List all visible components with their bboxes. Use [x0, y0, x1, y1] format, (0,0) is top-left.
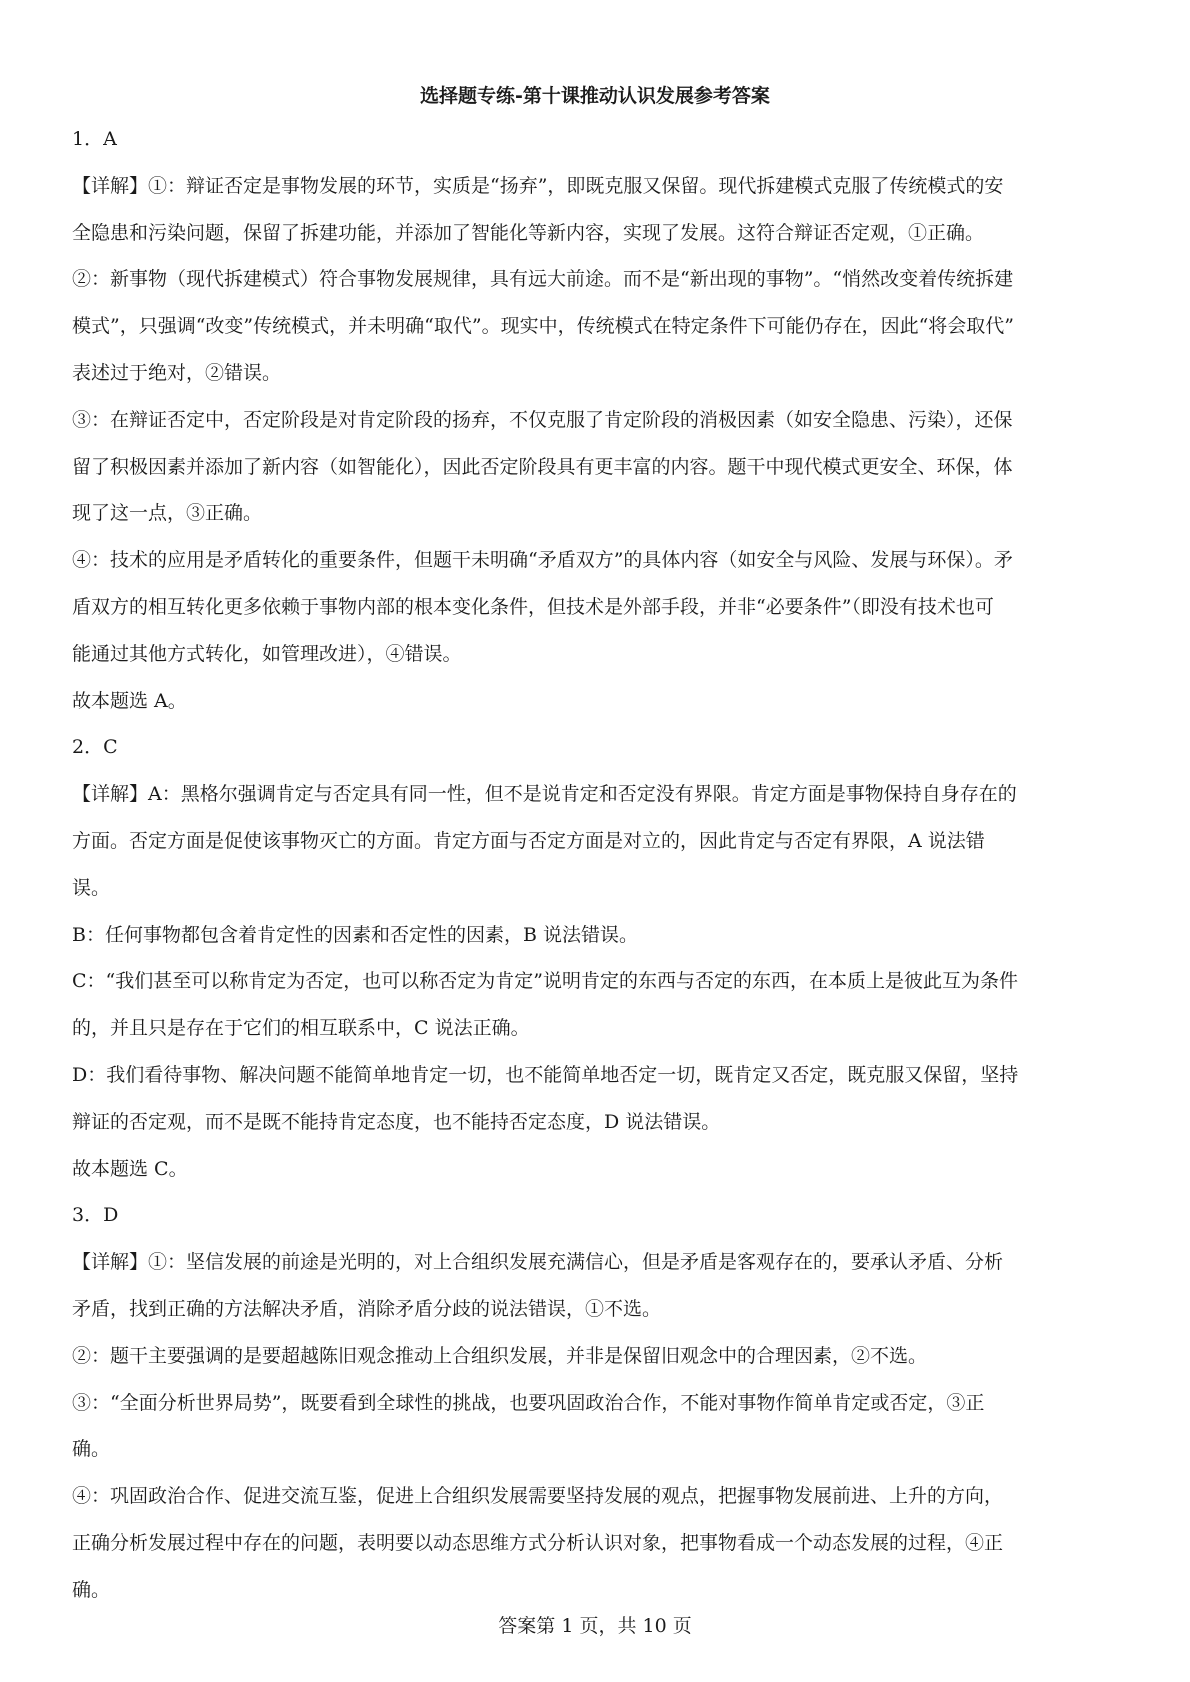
text-line: 正确分析发展过程中存在的问题，表明要以动态思维方式分析认识对象，把事物看成一个动态发展的过程，④正	[72, 1531, 1004, 1554]
text-line: ③：在辩证否定中，否定阶段是对肯定阶段的扬弃，不仅克服了肯定阶段的消极因素（如安全隐患、污染），还保	[72, 408, 1013, 431]
text-line: 误。	[72, 876, 111, 899]
text-line: D：我们看待事物、解决问题不能简单地肯定一切，也不能简单地否定一切，既肯定又否定，既克服又保留，坚持	[72, 1063, 1019, 1086]
text-line: ④：技术的应用是矛盾转化的重要条件，但题干未明确“矛盾双方”的具体内容（如安全与风险、发展与环保）。矛	[72, 549, 1013, 572]
text-line: 确。	[72, 1578, 111, 1601]
text-line: 【详解】①：辩证否定是事物发展的环节，实质是“扬弃”，即既克服又保留。现代拆建模式克服了传统模式的安	[72, 174, 1004, 197]
text-line: 留了积极因素并添加了新内容（如智能化），因此否定阶段具有更丰富的内容。题干中现代模式更安全、环保，体	[72, 455, 1013, 478]
text-line: 3．D	[72, 1204, 119, 1227]
text-line: 故本题选 C。	[72, 1157, 188, 1180]
text-line: 1．A	[72, 128, 117, 150]
text-line: ②：新事物（现代拆建模式）符合事物发展规律，具有远大前途。而不是“新出现的事物”。“悄然改变着传统拆建	[72, 268, 1014, 291]
text-line: 2．C	[72, 736, 118, 759]
text-line: 矛盾，找到正确的方法解决矛盾，消除矛盾分歧的说法错误，①不选。	[72, 1297, 662, 1320]
text-line: 方面。否定方面是促使该事物灭亡的方面。肯定方面与否定方面是对立的，因此肯定与否定有界限，A 说法错	[72, 829, 985, 852]
text-line: B：任何事物都包含着肯定性的因素和否定性的因素，B 说法错误。	[72, 923, 638, 946]
text-line: ④：巩固政治合作、促进交流互鉴，促进上合组织发展需要坚持发展的观点，把握事物发展前进、上升的方向，	[72, 1485, 1004, 1508]
text-line: 的，并且只是存在于它们的相互联系中，C 说法正确。	[72, 1017, 530, 1040]
text-line: ③：“全面分析世界局势”，既要看到全球性的挑战，也要巩固政治合作，不能对事物作简单肯定或否定，③正	[72, 1391, 985, 1414]
text-line: 辩证的否定观，而不是既不能持肯定态度，也不能持否定态度，D 说法错误。	[72, 1110, 721, 1133]
text-line: 模式”，只强调“改变”传统模式，并未明确“取代”。现实中，传统模式在特定条件下可能仍存在，因此“将会取代”	[72, 315, 1014, 338]
text-line: 盾双方的相互转化更多依赖于事物内部的根本变化条件，但技术是外部手段，并非“必要条件”（即没有技术也可	[72, 595, 994, 618]
text-line: 【详解】A：黑格尔强调肯定与否定具有同一性，但不是说肯定和否定没有界限。肯定方面是事物保持自身存在的	[72, 783, 1017, 806]
text-line: 【详解】①：坚信发展的前途是光明的，对上合组织发展充满信心，但是矛盾是客观存在的，要承认矛盾、分析	[72, 1251, 1004, 1274]
text-line: 确。	[72, 1438, 111, 1461]
page-footer: 答案第 1 页，共 10 页	[498, 1615, 692, 1637]
text-line: 全隐患和污染问题，保留了拆建功能，并添加了智能化等新内容，实现了发展。这符合辩证否定观，①正确。	[72, 221, 985, 244]
text-line: 现了这一点，③正确。	[72, 502, 263, 525]
text-line: 故本题选 A。	[72, 689, 187, 712]
text-line: ②：题干主要强调的是要超越陈旧观念推动上合组织发展，并非是保留旧观念中的合理因素，②不选。	[72, 1344, 928, 1367]
answer-body	[72, 116, 1118, 1614]
page-title: 选择题专练-第十课推动认识发展参考答案	[420, 85, 770, 107]
text-line: 能通过其他方式转化，如管理改进），④错误。	[72, 642, 462, 665]
text-line: 表述过于绝对，②错误。	[72, 361, 282, 384]
text-line: C：“我们甚至可以称肯定为否定，也可以称否定为肯定”说明肯定的东西与否定的东西，在本质上是彼此互为条件	[72, 970, 1018, 993]
